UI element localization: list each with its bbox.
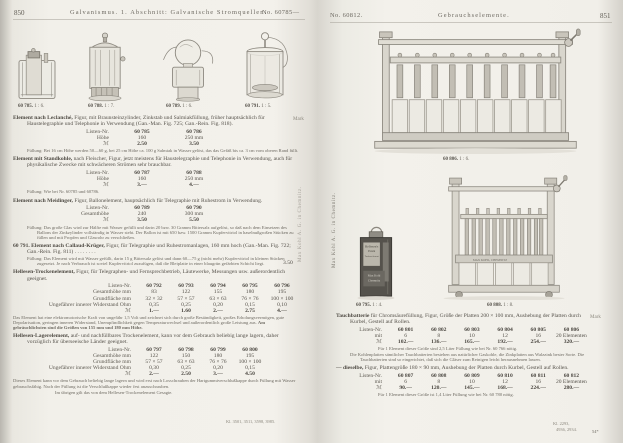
table-cell: 4.— xyxy=(277,307,287,314)
table-cell: 76 × 76 xyxy=(241,295,259,302)
table-label: Ungefährer innerer Widerstand Ohm xyxy=(48,301,131,308)
table-cell: 0,10 xyxy=(277,301,287,308)
paragraph xyxy=(13,156,299,168)
table-cell: 250 mm xyxy=(184,135,204,141)
filling-note: Für 1 Element dieser Größe ist 1,4 Liter Füllung wie bei Nr. 60 780 nötig. xyxy=(378,392,514,398)
paragraph xyxy=(13,333,299,345)
table-cell: 60 810 xyxy=(497,373,513,380)
table-label: Ungefährer innerer Widerstand Ohm xyxy=(48,365,131,372)
table-label: Listen-Nr. xyxy=(108,283,131,290)
page-number-left: 850 xyxy=(14,9,25,17)
table-cell: 102.— xyxy=(397,339,414,346)
header-rule-right xyxy=(330,22,612,23)
mark-column-label-right: Mark xyxy=(590,315,601,320)
paragraph xyxy=(13,198,299,204)
table-cell: 60 792 xyxy=(146,283,162,290)
figure-caption: 60 785. 1 : 6. xyxy=(18,104,45,109)
figure-standkohle-cell xyxy=(80,30,130,102)
table-cell: 32 × 32 xyxy=(145,295,163,302)
item-name: 60 791. Element nach Callaud-Krüger, xyxy=(13,242,105,249)
material-note: Die Kohlenplatten sämtlicher Tauchbatterien bestehen aus natürlicher Gaskohle, die Zinkplatten aus Walzzink bester Sorte. Die Tauchbatterien sind so eingerichtet, daß sich die Gläser zum Reinigen leicht herausnehmen lassen. xyxy=(350,352,585,363)
table-cell: 0,20 xyxy=(213,365,223,372)
table-cell: 90.— xyxy=(399,385,412,392)
table-label: ℳ xyxy=(376,385,383,392)
table-cell: 10 xyxy=(469,333,475,339)
paragraph xyxy=(13,269,299,281)
table-label: Gesamthöhe mm xyxy=(92,353,131,360)
table-label: ℳ xyxy=(103,217,109,224)
table-label: mit xyxy=(374,333,383,339)
item-name: Element mit Standkohle, xyxy=(13,156,73,163)
table-cell: 60 799 xyxy=(210,346,226,353)
table-row xyxy=(336,339,588,345)
item-description: nach Fleischer, Figur, jetzt meistens für Haustelegraphie und Telephonie in Verwendung, auch für physikalische Zwecke mit schwächeren Strömen sehr brauchbar. xyxy=(27,156,293,169)
box-label-line: Chemnitz xyxy=(368,278,381,283)
item-name: Tauchbatterie xyxy=(336,313,370,319)
table-cell: 0,30 xyxy=(149,365,159,372)
filling-note: Füllung: Das Element wird mit Wasser gefüllt, darin 15 g Bittersalz gelöst und dann 60—75 g (nicht mehr) Kupfervitriol in kleinen Stücken zugesetzt. Je nach Verbrauch ist soviel Kupfervitriol zuzufügen, daß die Bleiplatte in einer blaugrün gefärbten Schicht liegt. xyxy=(27,256,285,267)
table-label: ℳ xyxy=(125,371,131,378)
table-row xyxy=(13,371,299,377)
filling-note: Füllung: Bei 16 cm Höhe werden 50—60 g, bei 25 cm Höhe ca. 100 g Salmiak in Wasser gelöst, das das Gefäß bis ca. 3 cm vom oberen Rand füllt. xyxy=(27,148,299,154)
table-label: Höhe xyxy=(96,135,109,141)
table-cell: 10 xyxy=(469,379,475,386)
table-cell: 4.50 xyxy=(245,371,255,378)
table-label: mit xyxy=(374,379,383,386)
item-description: Figur, mit Braunsteinzylinder, Zinkstab und Salmiakfüllung, früher hauptsächlich für Haustelegraphie und Telephonie in Verwendung (Gan.-Man. Fig. 725; Gan.-Rein. Fig. 818). xyxy=(27,115,265,128)
plate-reference-left: Kl. 3501, 3511, 3598, 3985. xyxy=(226,419,276,424)
plate-reference-right-2: 4936, 2934. xyxy=(556,427,577,432)
table-cell: 2.— xyxy=(149,371,159,378)
table-cell: 60 811 xyxy=(530,373,546,380)
table-cell: 63 × 63 xyxy=(177,359,195,366)
figure-meidinger-cell xyxy=(158,36,218,102)
table-label: ℳ xyxy=(103,182,109,189)
item-description: auf- und nachfüllbares Trockenelement, kann vor dem Gebrauch beliebig lange lagern, daher vorzüglich für überseeische Länder geeignet. xyxy=(27,333,279,346)
table-cell: 122 xyxy=(181,289,191,296)
figure-plunge-battery-small xyxy=(438,172,570,300)
gutter-imprint-left: Max Kohl A. G. in Chemnitz. xyxy=(298,186,303,262)
item-name: Hellesen-Trockenelement, xyxy=(13,269,75,276)
table-label: Listen-Nr. xyxy=(86,205,109,212)
usage-note-2: Im übrigen gilt das von dem Hellesen-Trockenelement Gesagte. xyxy=(55,389,173,395)
table-cell: 60 790 xyxy=(186,205,202,212)
table-cell: 3.50 xyxy=(189,141,199,148)
figure-caption: 60 791. 1 : 5. xyxy=(245,104,272,109)
item-description: für Chromsäurefüllung, Figur, Größe der Platten 200 × 100 mm, Aushebung der Platten durch Kurbel, Gestell auf Rollen. xyxy=(350,313,581,326)
table-cell: 0,15 xyxy=(245,301,255,308)
table-cell: 280.— xyxy=(563,385,580,392)
table-cell: 192.— xyxy=(497,339,513,346)
price-table xyxy=(336,373,588,391)
table-cell: 2.50 xyxy=(137,141,147,148)
table-cell: 60 789 xyxy=(134,205,150,212)
paragraph xyxy=(336,313,588,325)
table-label: Listen-Nr. xyxy=(86,170,109,177)
table-cell: 60 788 xyxy=(186,170,202,177)
table-cell: 0,20 xyxy=(213,301,223,308)
table-cell: 136.— xyxy=(431,339,447,346)
table-label: Gesamthöhe xyxy=(81,211,109,218)
price-table xyxy=(13,205,299,223)
table-cell: 3.— xyxy=(213,371,223,378)
table-cell: 60 812 xyxy=(563,373,580,380)
table-cell: 160 xyxy=(137,135,147,141)
price-table xyxy=(13,129,299,147)
table-cell: 300 mm xyxy=(184,211,204,218)
signature-mark: 54* xyxy=(592,429,599,434)
table-cell: 0,15 xyxy=(245,365,255,372)
item-description: Figur, Plattengröße 180 × 90 mm, Aushebung der Platten durch Kurbel, Gestell auf Rollen. xyxy=(363,365,569,372)
figure-caption: 60 806. 1 : 6. xyxy=(443,157,470,162)
margin-price: 3.50 xyxy=(283,260,293,266)
table-cell: 60 801 xyxy=(397,326,414,333)
table-cell: 320.— xyxy=(563,339,580,346)
table-cell: 60 795 xyxy=(242,283,258,290)
table-cell: 60 793 xyxy=(178,283,194,290)
table-cell: 224.— xyxy=(530,385,546,392)
table-cell: 76 × 76 xyxy=(209,359,227,366)
item-name: Element nach Leclanché, xyxy=(13,115,73,121)
battery-base-text: MAX KOHL, CHEMNITZ xyxy=(472,258,508,263)
filling-note: Für 1 Element dieser Größe sind 2,5 Liter Füllung wie bei Nr. 60 766 nötig. xyxy=(378,346,518,352)
table-cell: 195 xyxy=(277,289,287,296)
table-cell: 3.— xyxy=(137,182,147,189)
figure-caption: 60 789. 1 : 6. xyxy=(166,104,193,109)
table-cell: 3.50 xyxy=(137,217,147,224)
table-cell: 155 xyxy=(213,289,223,296)
item-description: Figur, Ballonelement, hauptsächlich für Telegraphie mit Ruhestrom in Verwendung. xyxy=(72,197,263,204)
running-head-right: Gebrauchselemente. xyxy=(438,12,510,19)
table-label: Listen-Nr. xyxy=(359,373,383,380)
table-cell: 0,25 xyxy=(181,301,191,308)
mark-column-label-left: Mark xyxy=(293,117,304,122)
table-label: Grundfläche mm xyxy=(92,359,131,366)
table-cell: 60 800 xyxy=(242,346,258,353)
price-table xyxy=(13,283,299,313)
paragraph xyxy=(13,115,299,127)
table-cell: 16 xyxy=(535,333,542,339)
section-meidinger xyxy=(13,198,299,240)
table-label: Grundfläche mm xyxy=(92,295,131,302)
property-note: Das Element hat eine elektromotorische Kraft von ungefähr 1,5 Volt und zeichnet sich durch große Beständigkeit, großes Erholungsvermögen, gute Depolarisation, geringen inneren Widerstand, Unempfindlichkeit gegen Temperaturwechsel und außerordentlich große Leistung aus. Am gebräuchlichsten sind die Größen von 155 mm und 180 mm Höhe. xyxy=(13,314,285,330)
table-cell: 16 xyxy=(535,379,542,386)
table-cell: 145.— xyxy=(464,385,480,392)
section-callaud xyxy=(13,243,299,267)
table-cell: 2.50 xyxy=(181,371,191,378)
table-cell: 2.— xyxy=(213,307,223,314)
table-cell: 60 809 xyxy=(464,373,480,380)
table-label: Listen-Nr. xyxy=(359,326,383,333)
table-cell: 83 xyxy=(151,289,157,296)
table-cell: 240 xyxy=(137,211,147,218)
running-head-left: Galvanismus. 1. Abschnitt: Galvanische Stromquellen. xyxy=(70,9,268,16)
table-cell: 254.— xyxy=(530,339,546,346)
table-cell: 180 xyxy=(245,289,255,296)
table-cell: 60 803 xyxy=(464,326,480,333)
table-cell: 63 × 63 xyxy=(209,295,227,302)
item-description: Figur, für Telegraphie und Ruhestromanlagen, 160 mm hoch (Gan.-Man. Fig. 722; Gan.-Rein. Fig. 811) . . . . . . . . xyxy=(27,242,291,256)
table-cell: 60 797 xyxy=(146,346,162,353)
usage-note: Dieses Element kann vor dem Gebrauch beliebig lange lagern und wird erst nach Losschrauben der Hartgummiverschlußkappe durch Füllung mit Wasser gebrauchsfähig. Nach der Füllung ist die Verschlußkappe wieder fest anzuschrauben. xyxy=(13,378,296,389)
figure-hellesen-dry-cell xyxy=(352,222,400,300)
item-description: Figur, für Telegraphen- und Fernsprechbetrieb, Läutewerke, Messungen usw. außerordentlich geeignet. xyxy=(27,269,286,282)
table-cell: 60 804 xyxy=(497,326,513,333)
table-cell: 20 Elementen xyxy=(555,333,587,339)
table-cell: 180 xyxy=(213,353,223,360)
section-hellesen-lager xyxy=(13,333,299,395)
table-cell: 160 xyxy=(137,176,147,183)
table-label: ℳ xyxy=(125,307,131,314)
price-table xyxy=(13,170,299,188)
table-label: Listen-Nr. xyxy=(108,346,131,353)
paragraph xyxy=(336,365,588,371)
section-standkohle xyxy=(13,156,299,194)
table-cell: 60 794 xyxy=(210,283,226,290)
table-cell: 57 × 57 xyxy=(177,295,195,302)
table-cell: 60 785 xyxy=(134,128,150,135)
table-cell: 60 805 xyxy=(530,326,546,333)
table-label: Listen-Nr. xyxy=(86,128,109,135)
table-cell: 8 xyxy=(437,333,441,339)
table-cell: 12 xyxy=(502,379,508,386)
item-name: Element nach Meidinger, xyxy=(13,197,73,204)
table-label: Gesamthöhe mm xyxy=(92,289,131,296)
table-row xyxy=(336,385,588,391)
table-cell: 5.50 xyxy=(189,217,199,224)
table-cell: 60 786 xyxy=(186,128,202,135)
header-rule-left xyxy=(13,19,305,20)
section-leclanche xyxy=(13,115,299,153)
table-cell: 60 808 xyxy=(431,373,447,380)
box-label-line: Max Kohl xyxy=(367,273,381,278)
table-label: Höhe xyxy=(96,176,109,183)
section-tauchbatterie-180 xyxy=(336,365,588,397)
table-cell: 195 xyxy=(245,353,255,360)
box-label-line: Patent xyxy=(367,249,376,254)
item-range-left: No. 60785— xyxy=(262,9,300,16)
table-cell: 150 xyxy=(181,353,191,360)
figure-plunge-battery-large xyxy=(368,28,583,154)
table-row xyxy=(13,141,299,147)
figure-caption: 60 795. 1 : 4. xyxy=(356,303,383,308)
table-cell: 122 xyxy=(149,353,159,360)
price-table xyxy=(336,327,588,345)
plate-reference-right-1: Kl. 2293, xyxy=(553,421,570,426)
table-label: ℳ xyxy=(103,141,109,148)
table-row xyxy=(13,308,299,314)
table-label: ℳ xyxy=(376,339,383,346)
table-cell: 60 802 xyxy=(431,326,447,333)
text-column-left xyxy=(13,115,299,398)
table-cell: 60 807 xyxy=(397,373,414,380)
figure-callaud-cell xyxy=(238,30,292,102)
table-cell: 4.— xyxy=(189,182,199,189)
item-name: — dieselbe, xyxy=(336,365,364,372)
table-cell: 0,35 xyxy=(149,301,159,308)
text-column-right xyxy=(336,313,588,401)
table-cell: 57 × 57 xyxy=(145,359,163,366)
item-range-right: No. 60812. xyxy=(330,12,363,19)
table-cell: 6 xyxy=(404,379,408,386)
box-label-line: Trockenelement xyxy=(364,256,379,259)
item-name: Hellesen-Lagerelement, xyxy=(13,333,70,340)
filling-note: Füllung: Das große Glas wird zur Hälfte mit Wasser gefüllt und darin 20 bzw. 30 Gramm Bittersalz aufgelöst, so daß nach dem Einsetzen des Ballons der Zinkzylinder vollständig in Wasser steht. Der Ballon ist mit 650 bzw. 1500 Gramm Kupfervitriol in haselnußgroßen Stücken zu füllen und mit Propfen und Glasrohr zu verschließen. xyxy=(27,224,294,240)
table-cell: 60 798 xyxy=(178,346,194,353)
table-cell: 168.— xyxy=(497,385,513,392)
table-cell: 20 Elementen xyxy=(555,379,587,386)
table-row xyxy=(13,182,299,188)
filling-note: Füllung: Wie bei Nr. 60785 und 60786. xyxy=(27,189,100,195)
box-label-line: Hellesen's xyxy=(364,244,379,249)
figure-leclanche-cell xyxy=(10,48,64,102)
table-cell: 2.75 xyxy=(245,307,255,314)
gutter-imprint-right: Max Kohl A. G. in Chemnitz. xyxy=(332,192,337,268)
table-cell: 250 mm xyxy=(184,176,204,183)
table-cell: 12 xyxy=(502,333,508,339)
table-row xyxy=(13,217,299,223)
table-cell: 1.— xyxy=(149,307,159,314)
table-cell: 120.— xyxy=(431,385,447,392)
price-table xyxy=(13,347,299,377)
table-cell: 60 796 xyxy=(274,283,290,290)
table-cell: 60 787 xyxy=(134,170,150,177)
page-number-right: 851 xyxy=(600,12,611,20)
emphasis: Am gebräuchlichsten sind die Größen von 155 mm und 180 mm Höhe. xyxy=(13,319,266,330)
figure-caption: 60 808. 1 : 8. xyxy=(487,303,514,308)
section-hellesen-trocken xyxy=(13,269,299,330)
table-cell: 8 xyxy=(437,379,441,386)
table-cell: 100 × 100 xyxy=(270,295,294,302)
table-cell: 6 xyxy=(404,333,408,339)
table-cell: 165.— xyxy=(464,339,480,346)
table-cell: 1.60 xyxy=(181,307,191,314)
section-tauchbatterie-200 xyxy=(336,313,588,362)
figure-caption: 60 788. 1 : 7. xyxy=(88,104,115,109)
table-cell: 100 × 100 xyxy=(238,359,262,366)
paragraph xyxy=(13,243,299,255)
table-cell: 60 806 xyxy=(563,326,580,333)
table-cell: 0,25 xyxy=(181,365,191,372)
